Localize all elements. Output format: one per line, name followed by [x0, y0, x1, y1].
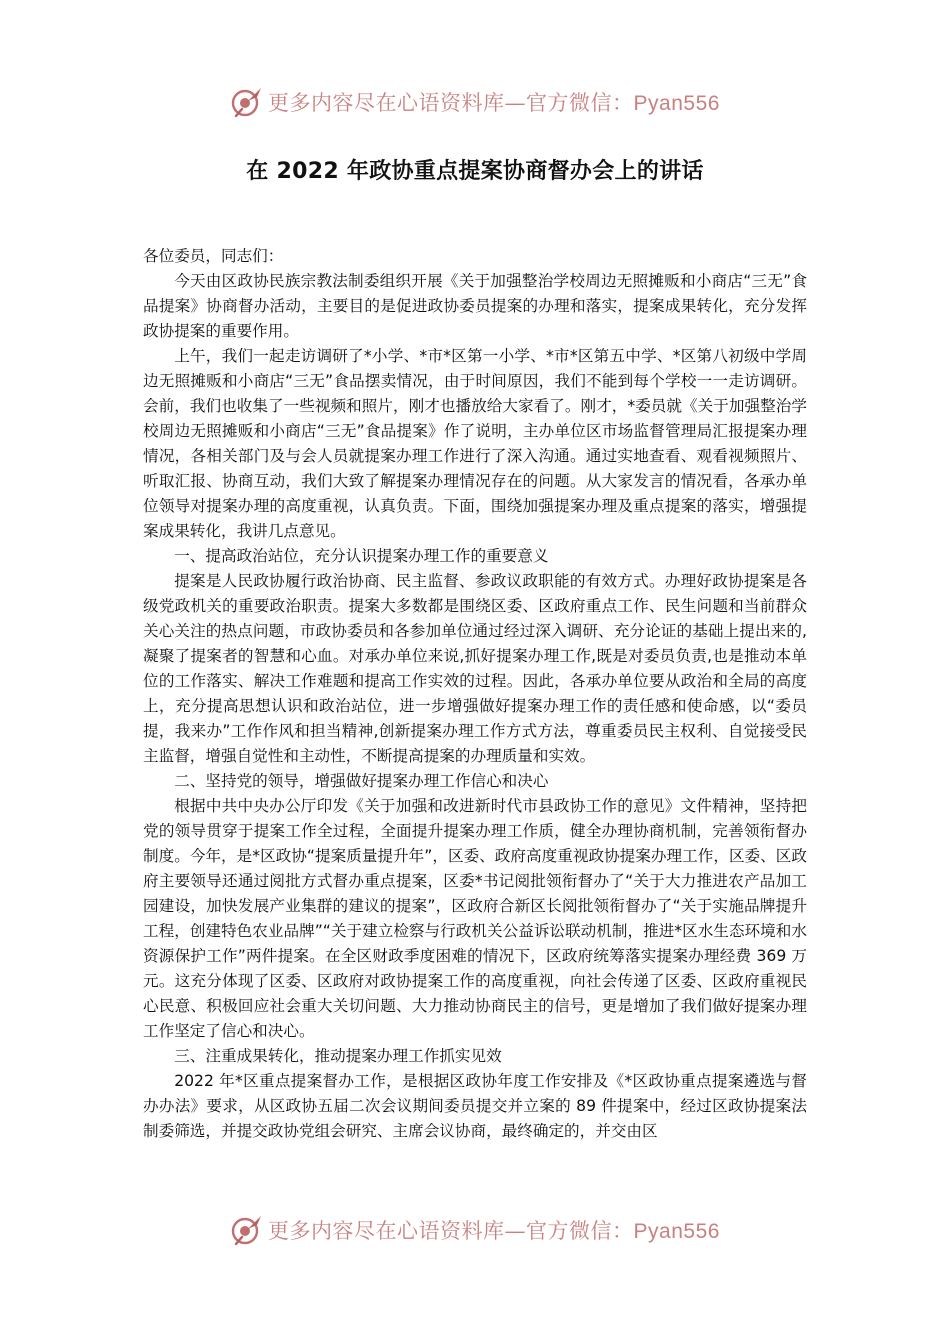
- document-title: 在 2022 年政协重点提案协商督办会上的讲话: [246, 159, 704, 184]
- wechat-id: Pyan556: [633, 92, 720, 115]
- paragraph-section-1: 提案是人民政协履行政治协商、民主监督、参政议政职能的有效方式。办理好政协提案是各级党政机关的重要政治职责。提案大多数都是围绕区委、区政府重点工作、民生问题和当前群众关心关注的热点问题，市政协委员和各参加单位通过经过深入调研、充分论证的基础上提出来的,凝聚了提案者的智慧和心血。对承办单位来说,抓好提案办理工作,既是对委员负责,也是推动本单位的工作落实、解决工作难题和提高工作实效的过程。因此，各承办单位要从政治和全局的高度上，充分提高思想认识和政治站位，进一步增强做好提案办理工作的责任感和使命感，以“委员提，我来办”工作作风和担当精神,创新提案办理工作方式方法，尊重委员民主权利、自觉接受民主监督，增强自觉性和主动性，不断提高提案的办理质量和实效。: [143, 572, 807, 765]
- footer-watermark-banner: [0, 1210, 950, 1250]
- document-body: [143, 244, 807, 1144]
- section-heading-3: 三、注重成果转化，推动提案办理工作抓实见效: [174, 1047, 502, 1065]
- section-heading-2: 二、坚持党的领导，增强做好提案办理工作信心和决心: [174, 772, 549, 790]
- section-heading-1: 一、提高政治站位，充分认识提案办理工作的重要意义: [174, 547, 549, 565]
- paragraph-morning-visit: 上午，我们一起走访调研了*小学、*市*区第一小学、*市*区第五中学、*区第八初级中学周边无照摊贩和小商店“三无”食品摆卖情况，由于时间原因，我们不能到每个学校一一走访调研。会前，我们也收集了一些视频和照片，刚才也播放给大家看了。刚才，*委员就《关于加强整治学校周边无照摊贩和小商店“三无”食品提案》作了说明，主办单位区市场监督管理局汇报提案办理情况，各相关部门及与会人员就提案办理工作进行了深入沟通。通过实地查看、观看视频照片、听取汇报、协商互动，我们大致了解提案办理情况存在的问题。从大家发言的情况看，各承办单位领导对提案办理的高度重视，认真负责。下面，围绕加强提案办理及重点提案的落实，增强提案成果转化，我讲几点意见。: [143, 347, 807, 540]
- paragraph-intro: 今天由区政协民族宗教法制委组织开展《关于加强整治学校周边无照摊贩和小商店“三无”食品提案》协商督办活动，主要目的是促进政协委员提案的办理和落实，提案成果转化，充分发挥政协提案的重要作用。: [143, 272, 807, 340]
- paragraph-section-3: 2022 年*区重点提案督办工作，是根据区政协年度工作安排及《*区政协重点提案遴选与督办办法》要求，从区政协五届二次会议期间委员提交并立案的 89 件提案中，经过区政协提案法制委筛选，并提交政协党组会研究、主席会议协商，最终确定的，并交由区: [143, 1072, 807, 1140]
- watermark-text: 更多内容尽在心语资料库—官方微信：Pyan556: [268, 91, 720, 115]
- quill-logo-icon: [230, 1213, 264, 1247]
- salutation: 各位委员，同志们：: [143, 247, 284, 265]
- watermark-text: 更多内容尽在心语资料库—官方微信：Pyan556: [268, 1219, 720, 1243]
- header-watermark-banner: [0, 82, 950, 122]
- quill-logo-icon: [230, 85, 264, 119]
- paragraph-section-2: 根据中共中央办公厅印发《关于加强和改进新时代市县政协工作的意见》文件精神，坚持把党的领导贯穿于提案工作全过程，全面提升提案办理工作质，健全办理协商机制，完善领衔督办制度。今年，是*区政协“提案质量提升年”，区委、政府高度重视政协提案办理工作，区委、区政府主要领导还通过阅批方式督办重点提案，区委*书记阅批领衔督办了“关于大力推进农产品加工园建设，加快发展产业集群的建议的提案”，区政府合新区长阅批领衔督办了“关于实施品牌提升工程，创建特色农业品牌”“关于建立检察与行政机关公益诉讼联动机制，推进*区水生态环境和水资源保护工作”两件提案。在全区财政季度困难的情况下，区政府统筹落实提案办理经费 369 万元。这充分体现了区委、区政府对政协提案工作的高度重视，向社会传递了区委、区政府重视民心民意、积极回应社会重大关切问题、大力推动协商民主的信号，更是增加了我们做好提案办理工作坚定了信心和决心。: [143, 797, 807, 1040]
- wechat-id: Pyan556: [633, 1220, 720, 1243]
